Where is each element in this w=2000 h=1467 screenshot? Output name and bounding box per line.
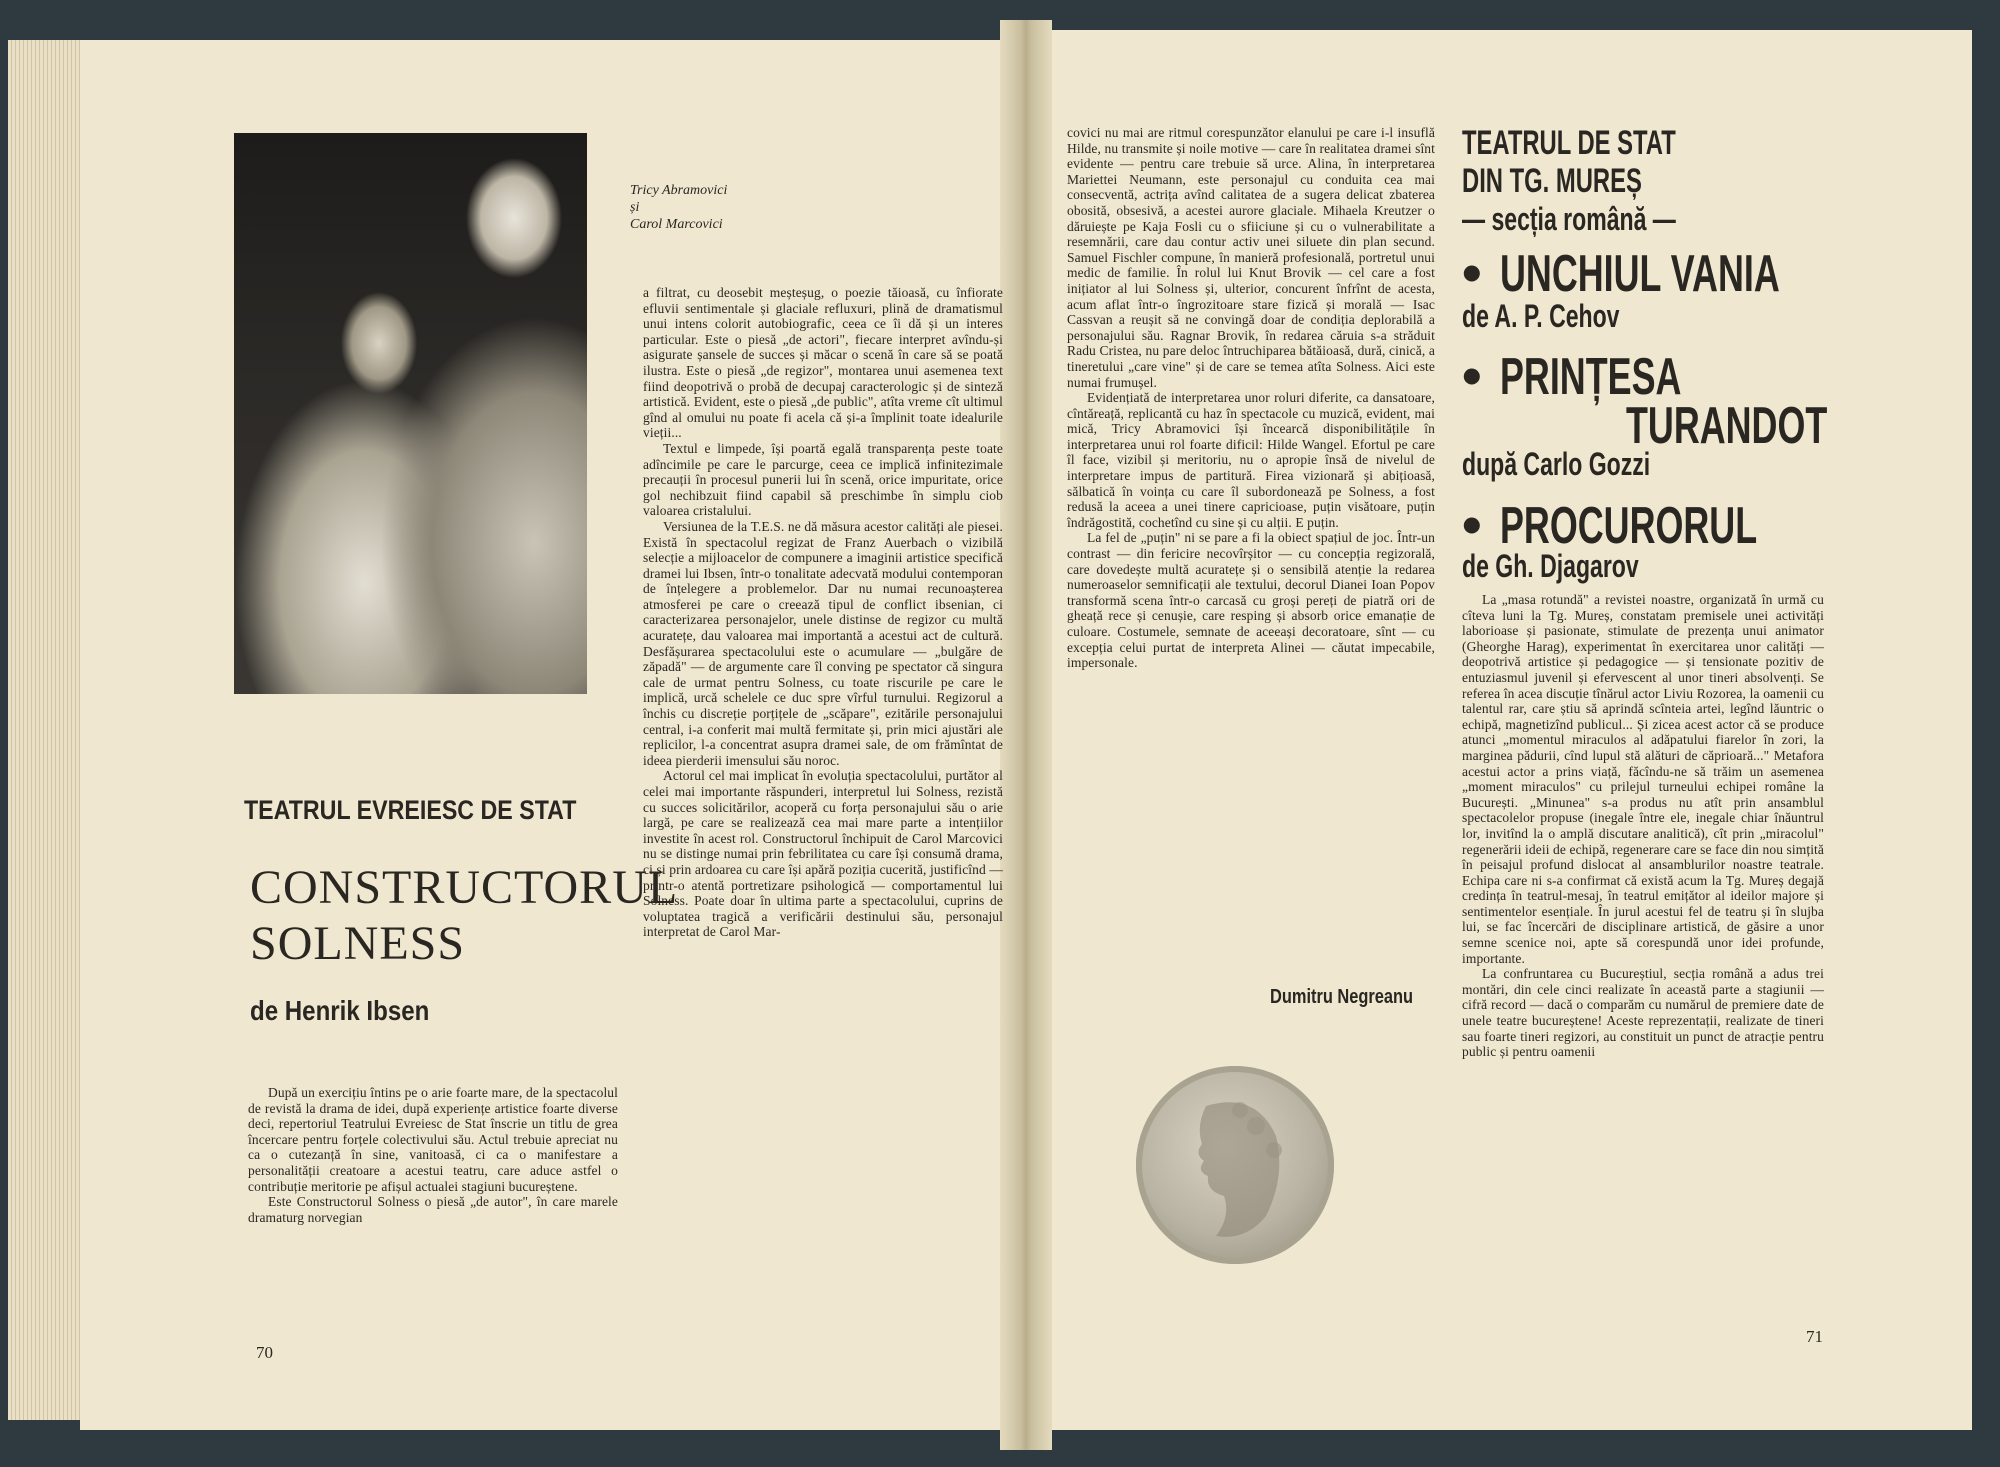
play-bullet: •	[1462, 241, 1482, 304]
page-number-left: 70	[256, 1343, 273, 1362]
photo-caption	[630, 182, 727, 233]
paragraph: La fel de „puțin" ni se pare a fi la obiect spațiul de joc. Într-un contrast — din fericire necovîrșitor — cu concepția regizorală, care dovedește multă acuratețe și o sensibilă atenție la redarea numeroaselor semnificații ale textului, decorul Dianei Ioan Popov transformă scena într-o carcasă cu groși pereți de piatră ori de gheață rece și cenușie, care resping și absorb orice emanație de culoare. Costumele, semnate de aceeași decoratoare, sînt — cu excepția celui purtat de interpreta Alinei — căutat impecabile, impersonale.	[1067, 530, 1435, 671]
caption-line: Carol Marcovici	[630, 217, 723, 232]
intro-column	[248, 1085, 618, 1225]
production-photo	[234, 133, 587, 694]
paragraph: covici nu mai are ritmul corespunzător elanului pe care i-l insuflă Hilde, nu transmite și noile motive — care în realitatea dramei sînt evidente — pentru care trebuie să urce. Alina, în interpretarea Mariettei Neumann, este personajul cu conduita cea mai consecventă, actrița avînd calitatea de a sugera delicat zbaterea obosită, obsesivă, a acestei aurore glaciale. Mihaela Kreutzer o dăruiește pe Kaja Fosli cu o sfiiciune și cu o vulnerabilitate a resemnării, care dau contur activ unei siluete din plan secund. Samuel Fischler compune, în manieră profesională, portretul unui medic de familie. În rolul lui Knut Brovik — cel care a fost inițiator al lui Solness și, ulterior, concurent înfrînt de acesta, acum aflat într-o îngrozitoare stare fizică și morală — Isac Cassvan a reușit să ne convingă doar de condiția deplorabilă a personajului său. Ragnar Brovik, în redarea căruia s-a străduit Radu Cristea, nu pare deloc întruchiparea bătăioasă, dură, cinică, a tineretului „care vine" și de care se temea atîta Solness. Aici este numai frumușel.	[1067, 125, 1435, 390]
play-title-procurorul: PROCURORUL	[1500, 497, 1758, 555]
caption-line: și	[630, 200, 640, 215]
book-page-edges	[8, 40, 80, 1420]
play-title-line: CONSTRUCTORUL	[250, 861, 679, 914]
paragraph: La confruntarea cu Bucureștiul, secția română a adus trei montări, din cele cinci realizate în această parte a stagiunii — cifră record — dacă o comparăm cu numărul de premiere date de unele teatre bucureștene! Aceste reprezentații, realizate de tineri sau foarte tineri regizori, au constituit un punct de atracție pentru public și pentru oamenii	[1462, 966, 1824, 1060]
play-author-chekhov: de A. P. Cehov	[1462, 298, 1620, 334]
paragraph: La „masa rotundă" a revistei noastre, organizată în urmă cu cîteva luni la Tg. Mureș, constatam premisele unei activități laborioase și pasionate, stimulate de prezența unui animator (Gheorghe Harag), experimentat în exercitarea unor calități — deopotrivă artistice și pedagogice — și tensionate pozitiv de entuziasmul juvenil și efervescent al unor tineri absolvenți. Se referea în acea discuție tînărul actor Liviu Rozorea, la oamenii cu talentul rar, care știu să aprindă scînteia artei, legînd lăuntric o echipă, magnetizînd publicul... Și zicea acest actor că se produce atunci „momentul miraculos al adăpatului fiarelor în zori, la marginea pădurii, cînd lupul stă alături de căprioară..." Metafora acestui actor a prins viață, făcîndu-ne să trăim un asemenea „moment miraculos" cu prilejul turneului echipei române la București. „Minunea" s-a produs nu atît prin ansamblul spectacolelor propuse (inegale între ele, inegale chiar înăuntrul lor, invitînd la o amplă discutare analitică), cît prin „miracolul" regenerării ideii de echipă, regenerare care se face din nou simțită în peisajul profund dislocat al ansamblurilor noastre teatrale. Echipa care ni s-a confirmat că există acum la Tg. Mureș degajă credința în teatrul-mesaj, în teatrul emițător al ideilor majore și sentimentelor esențiale. În jurul acestui fel de teatru și în slujba lui, se fac încercări de disciplinare artistică, de găsire a unor semne scenice noi, apte să corespundă unor idei profunde, importante.	[1462, 592, 1824, 966]
paragraph: După un exercițiu întins pe o arie foarte mare, de la spectacolul de revistă la drama de idei, după experiențe artistice foarte diverse deci, repertoriul Teatrului Evreiesc de Stat înscrie un titlu de grea încercare pentru forțele colectivului său. Actul trebuie apreciat nu ca o cutezanță în sine, vanitoasă, ci ca o manifestare a personalității creatoare a acestui teatru, care aduce astfel o contribuție meritorie pe afișul actualei stagiuni bucureștene.	[248, 1085, 618, 1194]
play-title-turandot-line1: PRINȚESA	[1500, 348, 1682, 406]
caption-line: Tricy Abramovici	[630, 183, 728, 198]
play-title	[250, 860, 678, 972]
page-number-right: 71	[1806, 1327, 1823, 1346]
paragraph: Este Constructorul Solness o piesă „de autor", în care marele dramaturg norvegian	[248, 1194, 618, 1225]
section-title: TEATRUL EVREIESC DE STAT	[244, 795, 577, 825]
book-gutter	[1000, 20, 1052, 1450]
play-title-turandot-line2: TURANDOT	[1626, 397, 1828, 455]
paragraph: Evidențiată de interpretarea unor roluri diferite, ca dansatoare, cîntăreață, replicantă cu haz în spectacole cu muzică, evident, mai mică, Tricy Abramovici își încearcă disponibilitățile în interpretarea unui rol foarte dificil: Hilde Wangel. Efortul pe care îl face, vizibil și meritoriu, nu o apropie însă de nivelul de interpretare impus de partitură. Firea vizionară și abițioasă, sălbatică în voința cu care îl subordonează pe Solness, a fost redusă la aceea a unei tinere capricioase, puțin visătoare, puțin îndrăgostită, cochetînd cu sine și cu alții. E puțin.	[1067, 390, 1435, 530]
mask-profile-icon	[1136, 1066, 1334, 1264]
theatre-section: — secția română —	[1462, 201, 1676, 237]
tg-mures-column	[1462, 592, 1824, 1060]
paragraph: a filtrat, cu deosebit meșteșug, o poezie tăioasă, cu înfiorate efluvii sentimentale și glaciale refluxuri, plină de dramatismul unui intens colorit autobiografic, ceea ce îi dă și un interes particular. Este o piesă „de actori", fiecare interpret avîndu-și asigurate șansele de succes și măcar o scenă în care să se poată ilustra. Este o piesă „de regizor", montarea unui asemenea text fiind deopotrivă o probă de decupaj caracterologic și de sinteză artistică. Evident, este o piesă „de public", atîta vreme cît ultimul gînd al omului nu poate fi acela că și-a împlinit toate idealurile vieții...	[643, 285, 1003, 441]
play-bullet: •	[1462, 493, 1482, 556]
signature: Dumitru Negreanu	[1270, 986, 1414, 1008]
theatre-mask-medallion	[1136, 1066, 1334, 1264]
play-author-djagarov: de Gh. Djagarov	[1462, 548, 1639, 584]
play-title-line: SOLNESS	[250, 917, 466, 970]
play-title-uncle-vanya: UNCHIUL VANIA	[1500, 245, 1780, 303]
play-bullet: •	[1462, 344, 1482, 407]
play-author: de Henrik Ibsen	[250, 995, 430, 1026]
theatre-name-line1: TEATRUL DE STAT	[1462, 124, 1676, 162]
middle-column	[643, 285, 1003, 940]
paragraph: Textul e limpede, își poartă egală transparența peste toate adîncimile pe care le parcurge, ceea ce implică infinitezimale precauții în procesul punerii lui în scenă, orice impuritate, orice gol nechibzuit fiind capabil să preschimbe în simplu ciob valoarea cristalului.	[643, 440, 1003, 519]
paragraph: Versiunea de la T.E.S. ne dă măsura acestor calități ale piesei. Există în spectacolul regizat de Franz Auerbach o vizibilă selecție a mijloacelor de compunere a imaginii artistice specifică dramei lui Ibsen, într-o tonalitate adecvată modului contemporan de înțelegere a problemelor. Dar nu numai recunoașterea atmosferei pe care o creează tipul de conflict ibsenian, ci caracterizarea personajelor, unele distinse de regizor cu multă acuratețe, dau valoarea mai importantă a acestui act de cultură. Desfășurarea spectacolului este o acumulare — „bulgăre de zăpadă" — de argumente care îl conving pe spectator că singura cale de urmat pentru Solness, cu toate riscurile pe care le implică, urcă schelele ce duc spre vîrful turnului. Regizorul a închis cu discreție porțițele de „scăpare", ezitările personajului central, i-a conferit mai multă fermitate și, prin mici ajustări ale replicilor, l-a concentrat asupra dramei sale, de om frămîntat de ideea pierderii imensului său noroc.	[643, 518, 1003, 768]
theatre-name-line2: DIN TG. MUREȘ	[1462, 162, 1642, 200]
review-continuation-column	[1067, 125, 1435, 671]
play-author-gozzi: după Carlo Gozzi	[1462, 446, 1651, 482]
paragraph: Actorul cel mai implicat în evoluția spectacolului, purtător al celei mai importante răspunderi, interpretul lui Solness, rezistă cu succes solicitărilor, acoperă cu forța personajului său o arie largă, pe care se realizează cea mai mare parte a intențiilor investite în acest rol. Constructorul închipuit de Carol Marcovici nu se distinge numai prin febrilitatea cu care își consumă drama, ci și prin ardoarea cu care își apără poziția cucerită, justificînd — printr-o atentă portretizare psihologică — comportamentul lui Solness. Poate doar în ultima parte a spectacolului, cuprins de voluptatea tragică a verificării destinului său, personajul interpretat de Carol Mar-	[643, 768, 1003, 940]
